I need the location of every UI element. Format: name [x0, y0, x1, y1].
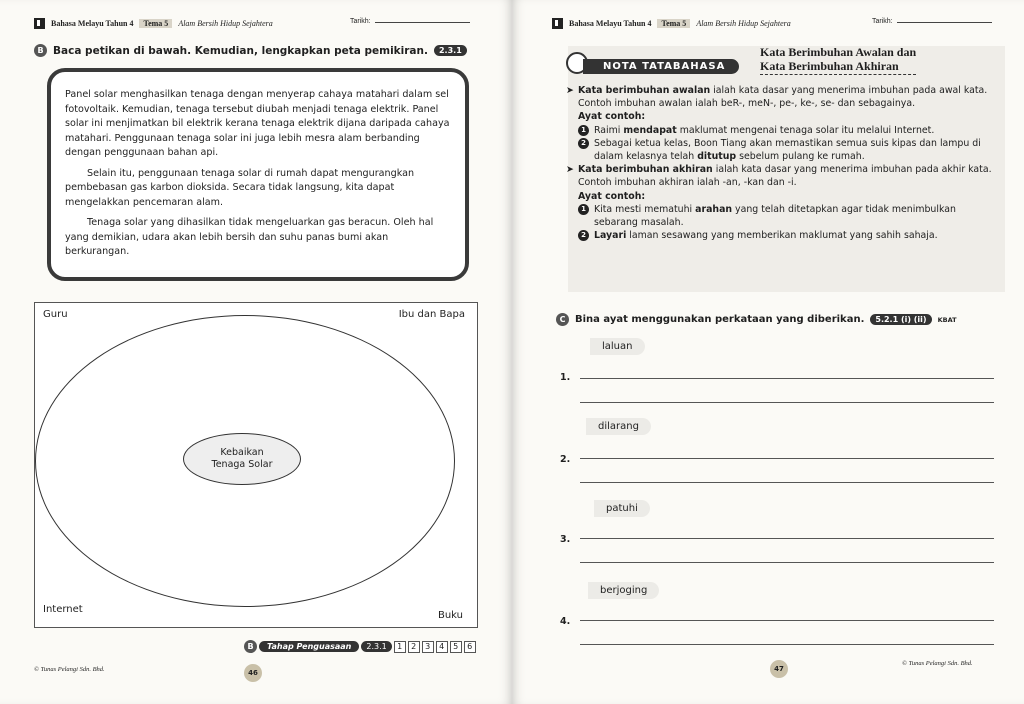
- level-box[interactable]: 6: [464, 641, 476, 653]
- page-header: [34, 18, 273, 29]
- date-label: Tarikh:: [872, 18, 893, 25]
- grammar-note-body: [566, 84, 998, 242]
- subject-label: Bahasa Melayu Tahun 4: [51, 19, 134, 28]
- arrow-icon: ➤: [566, 164, 574, 176]
- answer-line[interactable]: [580, 482, 994, 483]
- instruction-text: Bina ayat menggunakan perkataan yang diberikan.: [575, 314, 865, 325]
- example-text: Sebagai ketua kelas, Boon Tiang akan memastikan semua suis kipas dan lampu di dalam kelasnya telah: [594, 137, 981, 163]
- example-text: maklumat mengenai tenaga solar itu melalui Internet.: [676, 124, 935, 136]
- example-item: [578, 124, 998, 137]
- center-label: Kebaikan: [220, 447, 264, 458]
- tema-badge: Tema 5: [139, 19, 172, 28]
- reading-passage: [47, 68, 469, 281]
- example-keyword: Layari: [594, 230, 627, 242]
- standard-code-badge: 2.3.1: [434, 45, 467, 56]
- number-1-icon: 1: [578, 204, 589, 215]
- section-letter: C: [556, 313, 569, 326]
- example-keyword: mendapat: [623, 124, 677, 136]
- instruction-text: Baca petikan di bawah. Kemudian, lengkapkan peta pemikiran.: [53, 44, 428, 57]
- answer-line[interactable]: [580, 562, 994, 563]
- center-oval: [183, 433, 301, 485]
- note-paragraph: [566, 163, 998, 189]
- section-b-instruction: [34, 44, 467, 57]
- given-word: patuhi: [594, 500, 650, 517]
- tema-badge: Tema 5: [657, 19, 690, 28]
- note-text: ialah kata dasar yang menerima imbuhan pada akhir kata. Contoh imbuhan akhiran ialah -an, -kan dan -i.: [578, 164, 992, 189]
- map-label-ibu-bapa: Ibu dan Bapa: [398, 309, 465, 320]
- section-letter: B: [34, 44, 47, 57]
- map-label-internet: Internet: [43, 604, 83, 615]
- level-box[interactable]: 1: [394, 641, 406, 653]
- publisher-logo-icon: [34, 18, 45, 29]
- note-text: ialah kata dasar yang menerima imbuhan pada awal kata. Contoh imbuhan awalan ialah beR-, meN-, pe-, ke-, se- dan sebagainya.: [578, 85, 988, 110]
- page-number: 46: [244, 664, 262, 682]
- map-label-buku: Buku: [437, 610, 463, 621]
- example-text: Kita mesti mematuhi: [594, 203, 696, 215]
- thinking-map: [34, 302, 478, 628]
- example-keyword: ditutup: [697, 151, 737, 163]
- example-text: laman sesawang yang memberikan maklumat yang sahih sahaja.: [626, 230, 938, 242]
- heading-line: Kata Berimbuhan Awalan dan: [760, 45, 917, 59]
- number-1-icon: 1: [578, 125, 589, 136]
- theme-title: Alam Bersih Hidup Sejahtera: [696, 19, 791, 28]
- grammar-heading: [760, 45, 916, 75]
- level-box[interactable]: 4: [436, 641, 448, 653]
- date-field[interactable]: [350, 18, 470, 25]
- answer-line[interactable]: [580, 458, 994, 459]
- level-box[interactable]: 5: [450, 641, 462, 653]
- mastery-level-bar: [244, 640, 476, 653]
- center-label: Tenaga Solar: [211, 459, 273, 470]
- answer-line[interactable]: [580, 538, 994, 539]
- question-number: 4.: [560, 616, 571, 627]
- number-2-icon: 2: [578, 230, 589, 241]
- example-item: [578, 137, 998, 163]
- question-number: 3.: [560, 534, 571, 545]
- date-field[interactable]: [872, 18, 992, 25]
- copyright-footer: © Tunas Pelangi Sdn. Bhd.: [902, 660, 973, 667]
- term-bold: Kata berimbuhan awalan: [578, 85, 711, 96]
- question-number: 1.: [560, 372, 571, 383]
- example-text: sebelum pulang ke rumah.: [736, 151, 865, 163]
- subject-label: Bahasa Melayu Tahun 4: [569, 19, 652, 28]
- given-word: laluan: [590, 338, 645, 355]
- level-box[interactable]: 3: [422, 641, 434, 653]
- kbat-label: KBAT: [937, 315, 957, 324]
- section-c-instruction: [556, 313, 957, 326]
- level-code-badge: 2.3.1: [361, 641, 391, 652]
- question-number: 2.: [560, 454, 571, 465]
- publisher-logo-icon: [552, 18, 563, 29]
- passage-paragraph: Tenaga solar yang dihasilkan tidak mengeluarkan gas beracun. Oleh hal yang demikian, udara akan lebih bersih dan suhu panas bumi akan berkurangan.: [65, 217, 434, 257]
- example-text: yang telah ditetapkan agar tidak menimbulkan sebarang masalah.: [594, 203, 956, 229]
- right-page: [512, 0, 1024, 704]
- example-text: Raimi: [594, 124, 624, 136]
- standard-code-badge: 5.2.1 (i) (ii): [870, 314, 931, 325]
- heading-line: Kata Berimbuhan Akhiran: [760, 59, 916, 75]
- arrow-icon: ➤: [566, 85, 574, 96]
- term-bold: Kata berimbuhan akhiran: [578, 164, 713, 176]
- example-item: [578, 203, 998, 229]
- answer-line[interactable]: [580, 378, 994, 379]
- example-heading: Ayat contoh:: [578, 111, 646, 123]
- example-keyword: arahan: [695, 203, 733, 215]
- example-heading: Ayat contoh:: [578, 190, 646, 202]
- answer-line[interactable]: [580, 644, 994, 645]
- example-item: [578, 229, 998, 242]
- grammar-note-title: NOTA TATABAHASA: [583, 59, 739, 74]
- given-word: berjoging: [588, 582, 659, 599]
- page-number: 47: [770, 660, 788, 678]
- map-label-guru: Guru: [43, 309, 68, 320]
- number-2-icon: 2: [578, 138, 589, 149]
- level-box[interactable]: 2: [408, 641, 420, 653]
- mastery-label: Tahap Penguasaan: [259, 641, 359, 652]
- answer-line[interactable]: [580, 402, 994, 403]
- note-paragraph: [566, 84, 998, 110]
- theme-title: Alam Bersih Hidup Sejahtera: [178, 19, 273, 28]
- copyright-footer: © Tunas Pelangi Sdn. Bhd.: [34, 666, 105, 673]
- passage-paragraph: Selain itu, penggunaan tenaga solar di rumah dapat mengurangkan pembebasan gas karbon dioksida. Secara tidak langsung, kita dapat mengelakkan pencemaran alam.: [65, 167, 415, 208]
- page-header: [552, 18, 791, 29]
- level-letter: B: [244, 640, 257, 653]
- answer-line[interactable]: [580, 620, 994, 621]
- date-label: Tarikh:: [350, 18, 371, 25]
- given-word: dilarang: [586, 418, 651, 435]
- passage-paragraph: Panel solar menghasilkan tenaga dengan menyerap cahaya matahari dalam sel fotovoltaik. Kemudian, tenaga tersebut diubah menjadi tenaga elektrik. Panel solar ini menjimatkan bil elektrik kerana tenaga elektrik dijana daripada cahaya matahari. Penggunaan tenaga solar ini juga lebih mesra alam berbanding dengan penggunaan bahan api.: [65, 89, 450, 158]
